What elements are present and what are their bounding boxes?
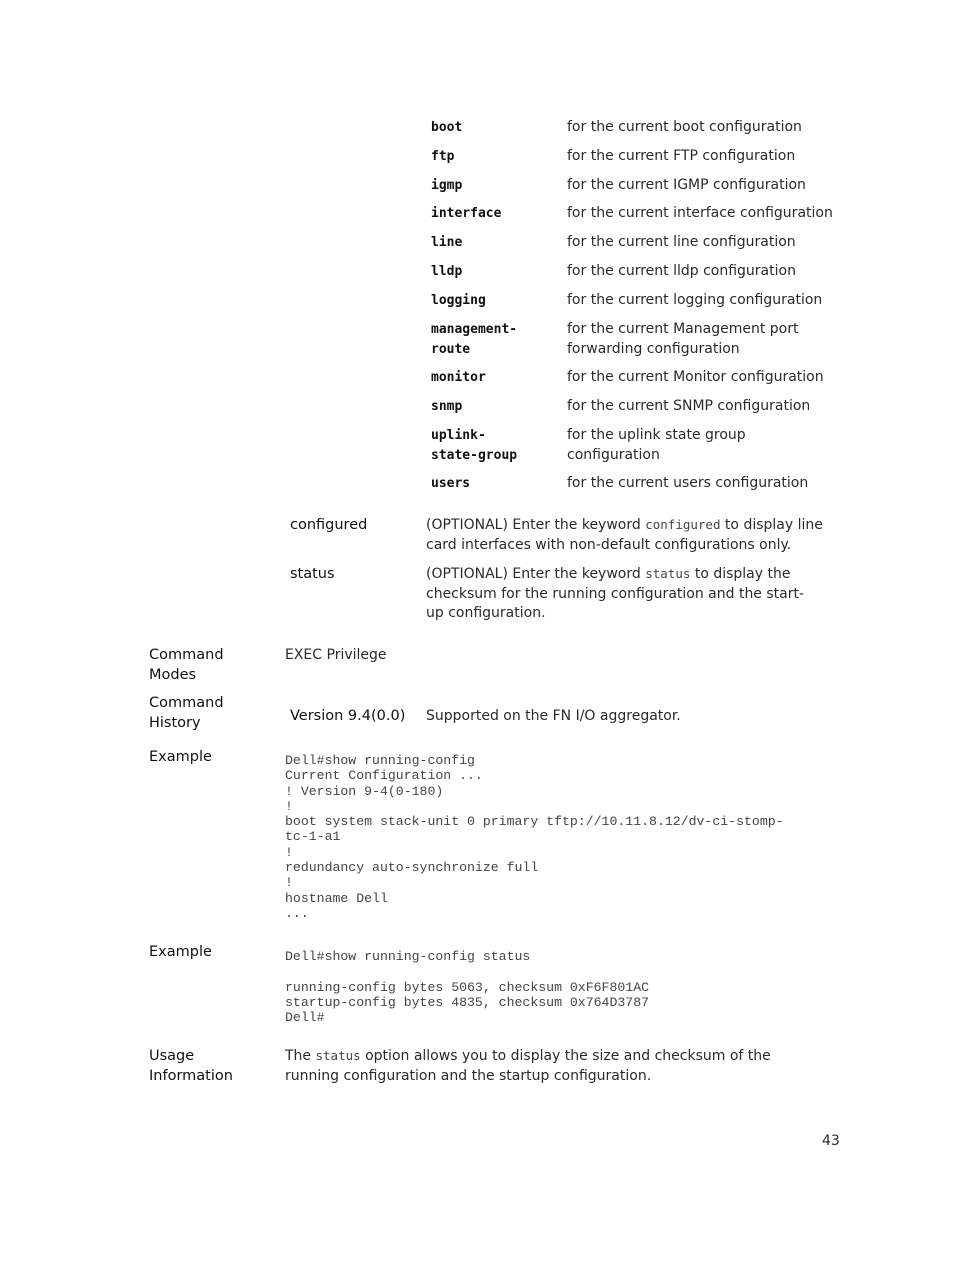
subparam-desc: for the current SNMP configuration	[567, 398, 811, 414]
subparam-desc: for the current boot configuration	[567, 119, 802, 135]
command-modes-value: EXEC Privilege	[285, 647, 387, 663]
example-code-block: Dell#show running-config status running-config bytes 5063, checksum 0xF6F801AC startup-config bytes 4835, checksum 0x764D3787 Dell#	[285, 949, 650, 1026]
subparam-keyword: ftp	[431, 149, 455, 164]
subparam-desc: for the current Monitor configuration	[567, 369, 824, 385]
subparam-desc: for the current IGMP configuration	[567, 177, 806, 193]
param-configured-desc	[426, 515, 831, 555]
usage-information-label: Usage Information	[149, 1048, 233, 1084]
subparam-desc: for the uplink state group configuration	[567, 427, 746, 463]
subparam-keyword: snmp	[431, 399, 463, 414]
subparam-keyword: boot	[431, 120, 463, 135]
subparam-keyword: users	[431, 476, 471, 491]
desc-text: to display the checksum for the running configuration and the start-up configuration.	[426, 566, 805, 621]
inline-code: status	[315, 1048, 361, 1063]
inline-code: status	[645, 566, 691, 581]
subparam-desc: for the current lldp configuration	[567, 263, 796, 279]
desc-text: (OPTIONAL) Enter the keyword	[426, 517, 646, 533]
subparam-keyword: management- route	[431, 322, 518, 357]
subparam-keyword: logging	[431, 293, 486, 308]
subparam-keyword: line	[431, 235, 463, 250]
subparam-keyword: lldp	[431, 264, 463, 279]
example-label: Example	[149, 944, 212, 960]
subparam-desc: for the current line configuration	[567, 234, 796, 250]
command-history-desc: Supported on the FN I/O aggregator.	[426, 708, 681, 724]
subparam-desc: for the current logging configuration	[567, 292, 823, 308]
param-status-name: status	[290, 566, 335, 582]
desc-text: to display line card interfaces with non-default configurations only.	[426, 517, 823, 553]
subparam-desc: for the current FTP configuration	[567, 148, 796, 164]
subparam-desc: for the current Management port forwarding configuration	[567, 321, 799, 357]
example-code-block: Dell#show running-config Current Configuration ... ! Version 9-4(0-180) ! boot system stack-unit 0 primary tftp://10.11.8.12/dv-ci-stomp- tc-1-a1 ! redundancy auto-synchronize full ! hostname Dell ...	[285, 753, 784, 921]
page-number: 43	[822, 1133, 840, 1149]
subparam-keyword: monitor	[431, 370, 486, 385]
command-history-version: Version 9.4(0.0)	[290, 708, 406, 724]
command-modes-label: Command Modes	[149, 647, 224, 683]
usage-text: option allows you to display the size and checksum of the running configuration and the startup configuration.	[285, 1048, 771, 1084]
subparam-keyword: uplink- state-group	[431, 428, 518, 463]
subparam-desc: for the current users configuration	[567, 475, 809, 491]
example-label: Example	[149, 749, 212, 765]
inline-code: configured	[645, 517, 721, 532]
subparam-desc: for the current interface configuration	[567, 205, 833, 221]
command-history-label: Command History	[149, 695, 224, 731]
desc-text: (OPTIONAL) Enter the keyword	[426, 566, 646, 582]
subparam-keyword: interface	[431, 206, 502, 221]
param-configured-name: configured	[290, 517, 368, 533]
param-status-desc	[426, 564, 816, 624]
usage-text: The	[285, 1048, 316, 1064]
subparam-keyword: igmp	[431, 178, 463, 193]
usage-information-text	[285, 1046, 825, 1086]
